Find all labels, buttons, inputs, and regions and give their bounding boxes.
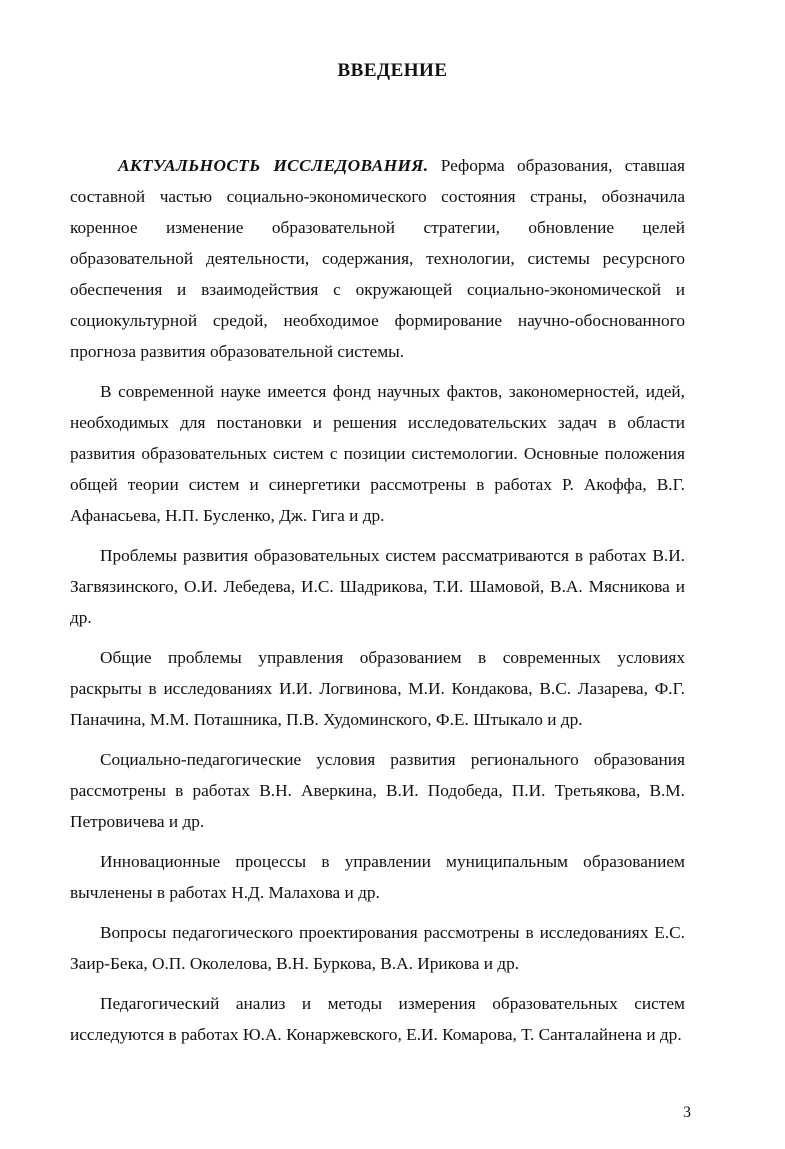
body-text <box>70 150 685 1059</box>
paragraph-3: Проблемы развития образовательных систем рассматриваются в работах В.И. Загвязинского, О.И. Лебедева, И.С. Шадрикова, Т.И. Шамовой, В.А. Мясникова и др. <box>70 546 685 627</box>
paragraph-1 <box>70 150 685 367</box>
paragraph-2: В современной науке имеется фонд научных фактов, закономерностей, идей, необходимых для постановки и решения исследовательских задач в области развития образовательных систем с позиции системологии. Основные положения общей теории систем и синергетики рассмотрены в работах Р. Акоффа, В.Г. Афанасьева, Н.П. Бусленко, Дж. Гига и др. <box>70 382 685 525</box>
paragraph-5: Социально-педагогические условия развития регионального образования рассмотрены в работах В.Н. Аверкина, В.И. Подобеда, П.И. Третьякова, В.М. Петровичева и др. <box>70 750 685 831</box>
page-title: ВВЕДЕНИЕ <box>337 60 448 81</box>
paragraph-7: Вопросы педагогического проектирования рассмотрены в исследованиях Е.С. Заир-Бека, О.П. Околелова, В.Н. Буркова, В.А. Ирикова и др. <box>70 923 685 973</box>
page-number: 3 <box>683 1104 691 1121</box>
lead-heading: АКТУАЛЬНОСТЬ ИССЛЕДОВАНИЯ. <box>118 156 429 175</box>
paragraph-6: Инновационные процессы в управлении муниципальным образованием вычленены в работах Н.Д. Малахова и др. <box>70 852 685 902</box>
paragraph-8: Педагогический анализ и методы измерения образовательных систем исследуются в работах Ю.А. Конаржевского, Е.И. Комарова, Т. Санталайнена и др. <box>70 994 685 1044</box>
paragraph-4: Общие проблемы управления образованием в современных условиях раскрыты в исследованиях И.И. Логвинова, М.И. Кондакова, В.С. Лазарева, Ф.Г. Паначина, М.М. Поташника, П.В. Худоминского, Ф.Е. Штыкало и др. <box>70 648 685 729</box>
paragraph-1-text: Реформа образования, ставшая составной частью социально-экономического состояния страны, обозначила коренное изменение образовательной стратегии, обновление целей образовательной деятельности, содержания, технологии, системы ресурсного обеспечения и взаимодействия с окружающей социально-экономической и социокультурной средой, необходимое формирование научно-обоснованного прогноза развития образовательной системы. <box>70 156 685 361</box>
